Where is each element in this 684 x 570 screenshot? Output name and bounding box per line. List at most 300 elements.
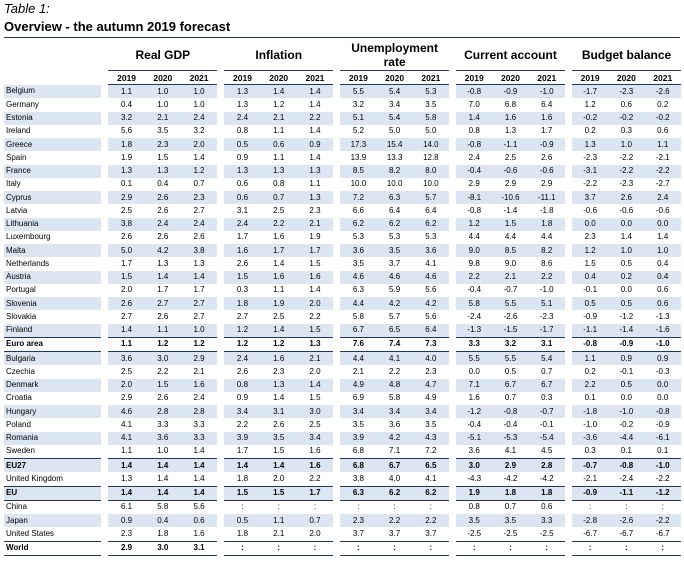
value-cell: 3.2	[108, 112, 144, 125]
value-cell: 3.6	[389, 419, 401, 429]
value-cell: 8.5	[492, 244, 528, 257]
value-cell: -3.6	[572, 432, 608, 445]
row-label: Estonia	[4, 112, 101, 125]
table-row	[4, 231, 681, 244]
value-cell: 4.9	[425, 393, 437, 403]
value-cell: 3.5	[157, 126, 169, 136]
value-cell: 4.1	[108, 432, 144, 445]
value-cell: 1.2	[261, 337, 297, 351]
value-cell: 0.0	[572, 218, 608, 231]
value-cell: 2.7	[145, 297, 181, 310]
table-row	[4, 324, 681, 338]
value-cell: 3.4	[413, 405, 449, 418]
row-label: United States	[6, 528, 55, 538]
value-cell: 0.2	[584, 126, 596, 136]
value-cell: 1.7	[541, 126, 553, 136]
year-header: 2021	[529, 71, 565, 85]
value-cell: 1.6	[468, 393, 480, 403]
table-row	[4, 405, 681, 418]
value-cell: 0.6	[224, 191, 260, 204]
value-cell: 0.3	[236, 285, 249, 295]
row-label: France	[4, 165, 101, 178]
value-cell: 1.3	[145, 165, 181, 178]
value-cell: -5.3	[492, 432, 528, 445]
value-cell: 2.9	[121, 393, 133, 403]
value-cell: 1.4	[297, 85, 333, 99]
value-cell: 3.9	[340, 432, 376, 445]
value-cell: 8.6	[541, 258, 553, 268]
value-cell: 2.3	[340, 514, 376, 527]
table-row	[4, 486, 681, 500]
value-cell: 5.3	[352, 232, 364, 242]
value-cell: 2.2	[309, 473, 321, 483]
value-cell: 1.4	[261, 85, 297, 99]
value-cell: 1.4	[261, 324, 297, 338]
value-cell: 2.6	[236, 258, 249, 268]
value-cell: 5.6	[181, 500, 217, 514]
value-cell: 2.2	[529, 271, 565, 284]
year-header: 2019	[340, 71, 376, 85]
table-row	[4, 138, 681, 151]
value-cell: 6.8	[352, 446, 364, 456]
table-row	[4, 352, 681, 366]
value-cell: -2.4	[467, 311, 482, 321]
value-cell: 7.1	[456, 379, 492, 392]
value-cell: 1.4	[620, 232, 632, 242]
value-cell: 6.2	[377, 486, 413, 500]
value-cell: 2.5	[273, 205, 285, 215]
value-cell: 6.3	[377, 191, 413, 204]
value-cell: -0.7	[503, 285, 518, 295]
table-caption: Table 1:	[4, 1, 50, 16]
value-cell: -2.8	[572, 514, 608, 527]
value-cell: 1.8	[236, 528, 249, 538]
value-cell: 1.3	[572, 138, 608, 151]
value-cell: 1.3	[297, 165, 333, 178]
value-cell: 0.3	[541, 393, 553, 403]
value-cell: 1.0	[608, 138, 644, 151]
value-cell: 3.7	[389, 528, 401, 538]
year-header-row	[4, 71, 681, 85]
value-cell: 1.5	[273, 446, 285, 456]
value-cell: 5.7	[413, 191, 449, 204]
value-cell: 4.4	[504, 232, 517, 242]
value-cell: -1.0	[529, 85, 565, 99]
value-cell: -1.7	[572, 85, 608, 99]
row-label: Ireland	[6, 126, 31, 136]
value-cell: -1.0	[644, 337, 681, 351]
value-cell: -4.3	[467, 473, 482, 483]
year-header: 2019	[108, 71, 144, 85]
table-row	[4, 418, 681, 431]
row-label: Belgium	[4, 85, 101, 99]
value-cell: 6.4	[413, 324, 449, 338]
value-cell: 1.6	[224, 244, 260, 257]
value-cell: 2.6	[541, 152, 553, 162]
value-cell: 0.6	[236, 179, 249, 189]
value-cell: -0.9	[529, 138, 565, 151]
row-label: EU27	[4, 459, 101, 473]
value-cell: -0.4	[456, 165, 492, 178]
value-cell: 6.5	[377, 324, 413, 338]
value-cell: 1.3	[261, 379, 297, 392]
value-cell: 1.6	[261, 271, 297, 284]
value-cell: 13.3	[386, 152, 403, 162]
value-cell: 0.2	[584, 366, 596, 376]
value-cell: -2.3	[619, 179, 634, 189]
value-cell: 1.4	[145, 486, 181, 500]
value-cell: 1.0	[644, 244, 681, 257]
value-cell: -2.6	[608, 514, 644, 527]
value-cell: 0.6	[529, 500, 565, 514]
value-cell: 1.8	[529, 486, 565, 500]
value-cell: 1.3	[504, 126, 517, 136]
value-cell: 5.2	[352, 126, 364, 136]
value-cell: 5.1	[340, 112, 376, 125]
value-cell: 1.1	[273, 126, 285, 136]
value-cell: 3.6	[340, 244, 376, 257]
value-cell: 3.7	[389, 258, 401, 268]
value-cell: 1.4	[108, 459, 144, 473]
year-header: 2021	[644, 71, 681, 85]
value-cell: 1.2	[181, 337, 217, 351]
value-cell: 1.0	[181, 85, 217, 99]
table-body	[4, 85, 681, 556]
table-row	[4, 271, 681, 284]
value-cell: 1.2	[224, 324, 260, 338]
value-cell: -0.2	[572, 112, 608, 125]
value-cell: 4.6	[340, 271, 376, 284]
value-cell: 1.6	[297, 271, 333, 284]
value-cell: 5.5	[492, 352, 528, 366]
value-cell: 2.9	[468, 179, 480, 189]
value-cell: 8.2	[377, 165, 413, 178]
value-cell: 3.5	[352, 419, 364, 429]
value-cell: 1.6	[297, 459, 333, 473]
table-row	[4, 284, 681, 297]
value-cell: 3.3	[193, 419, 205, 429]
value-cell: 2.3	[425, 366, 437, 376]
group-header-current-account: Current account	[464, 48, 557, 62]
table-row	[4, 527, 681, 541]
value-cell: 3.4	[389, 99, 401, 109]
value-cell: 6.2	[340, 218, 376, 231]
value-cell: :	[572, 500, 608, 514]
value-cell: -0.8	[456, 85, 492, 99]
value-cell: 1.2	[273, 99, 285, 109]
value-cell: 0.2	[657, 99, 669, 109]
value-cell: 2.4	[224, 352, 260, 366]
value-cell: :	[644, 500, 681, 514]
value-cell: -6.7	[655, 528, 670, 538]
value-cell: 0.7	[261, 191, 297, 204]
value-cell: 2.0	[273, 473, 285, 483]
value-cell: 3.5	[425, 419, 437, 429]
value-cell: 0.6	[620, 99, 632, 109]
value-cell: -1.6	[644, 324, 681, 338]
value-cell: 1.1	[273, 152, 285, 162]
value-cell: 4.6	[108, 405, 144, 418]
value-cell: 0.5	[224, 138, 260, 151]
value-cell: 3.6	[108, 352, 144, 366]
value-cell: 1.7	[236, 446, 249, 456]
value-cell: 0.0	[468, 366, 480, 376]
value-cell: -0.6	[529, 165, 565, 178]
value-cell: 1.1	[108, 85, 144, 99]
value-cell: 5.6	[121, 126, 133, 136]
value-cell: -0.8	[644, 405, 681, 418]
table-row	[4, 472, 681, 486]
value-cell: 7.4	[377, 337, 413, 351]
value-cell: 2.1	[145, 112, 181, 125]
row-label: Portugal	[6, 285, 36, 295]
value-cell: 1.1	[572, 352, 608, 366]
table-row	[4, 218, 681, 231]
row-label: Slovenia	[4, 297, 101, 310]
value-cell: 2.9	[504, 179, 517, 189]
value-cell: 1.7	[297, 486, 333, 500]
value-cell: 1.8	[236, 473, 249, 483]
value-cell: -1.0	[644, 459, 681, 473]
value-cell: 1.4	[309, 99, 321, 109]
value-cell: 1.3	[108, 165, 144, 178]
value-cell: 1.1	[644, 138, 681, 151]
value-cell: 0.8	[468, 126, 480, 136]
value-cell: 0.0	[620, 285, 632, 295]
year-header: 2020	[145, 71, 181, 85]
value-cell: 4.2	[413, 297, 449, 310]
value-cell: 2.4	[224, 218, 260, 231]
value-cell: 6.6	[352, 205, 364, 215]
value-cell: 3.5	[261, 432, 297, 445]
value-cell: 2.0	[121, 285, 133, 295]
value-cell: 2.1	[352, 366, 364, 376]
value-cell: 1.8	[108, 138, 144, 151]
value-cell: 3.4	[297, 432, 333, 445]
value-cell: 0.4	[157, 179, 169, 189]
value-cell: 5.4	[377, 85, 413, 99]
value-cell: 0.5	[572, 297, 608, 310]
value-cell: 8.2	[529, 244, 565, 257]
row-label: Italy	[6, 179, 21, 189]
value-cell: -0.6	[583, 205, 598, 215]
value-cell: 1.7	[157, 285, 169, 295]
value-cell: -2.2	[619, 152, 634, 162]
value-cell: :	[261, 500, 297, 514]
value-cell: 2.7	[121, 311, 133, 321]
value-cell: :	[224, 500, 260, 514]
value-cell: -1.2	[619, 311, 634, 321]
row-label: Czechia	[6, 366, 35, 376]
value-cell: 5.5	[456, 352, 492, 366]
table-row	[4, 445, 681, 459]
row-label: Hungary	[4, 405, 101, 418]
value-cell: 5.5	[340, 85, 376, 99]
value-cell: -4.4	[608, 432, 644, 445]
value-cell: 2.6	[193, 232, 205, 242]
value-cell: -0.9	[583, 311, 598, 321]
value-cell: 3.6	[468, 446, 480, 456]
value-cell: 2.5	[273, 311, 285, 321]
value-cell: 2.7	[181, 297, 217, 310]
value-cell: 1.3	[224, 165, 260, 178]
year-header: 2021	[181, 71, 217, 85]
value-cell: :	[456, 541, 492, 555]
value-cell: 1.6	[261, 352, 297, 366]
value-cell: 1.6	[273, 232, 285, 242]
row-label: United Kingdom	[6, 473, 63, 483]
value-cell: 0.6	[657, 285, 669, 295]
value-cell: -1.7	[529, 324, 565, 338]
table-row	[4, 204, 681, 217]
value-cell: 1.4	[297, 379, 333, 392]
value-cell: 0.4	[572, 271, 608, 284]
value-cell: 0.7	[541, 366, 553, 376]
value-cell: 1.4	[309, 152, 321, 162]
value-cell: 0.6	[181, 514, 217, 527]
table-row	[4, 98, 681, 111]
value-cell: 4.1	[425, 258, 437, 268]
value-cell: 1.4	[273, 258, 285, 268]
value-cell: 3.3	[157, 419, 169, 429]
value-cell: 0.1	[121, 179, 133, 189]
table-row	[4, 337, 681, 351]
value-cell: -0.6	[492, 165, 528, 178]
value-cell: 2.4	[224, 112, 260, 125]
value-cell: :	[224, 541, 260, 555]
value-cell: 4.1	[377, 352, 413, 366]
value-cell: 1.9	[261, 297, 297, 310]
value-cell: 1.6	[492, 112, 528, 125]
year-header: 2020	[261, 71, 297, 85]
value-cell: 2.9	[108, 541, 144, 555]
value-cell: 1.1	[309, 179, 321, 189]
value-cell: 1.4	[181, 459, 217, 473]
value-cell: 0.4	[145, 514, 181, 527]
value-cell: -1.2	[644, 486, 681, 500]
value-cell: 0.8	[273, 179, 285, 189]
value-cell: :	[644, 541, 681, 555]
table-subtitle: Overview - the autumn 2019 forecast	[4, 19, 231, 34]
value-cell: 5.8	[456, 297, 492, 310]
value-cell: 0.9	[236, 152, 249, 162]
value-cell: 2.2	[157, 366, 169, 376]
value-cell: 1.5	[108, 271, 144, 284]
value-cell: 0.7	[492, 500, 528, 514]
value-cell: 0.5	[504, 366, 517, 376]
row-label: Croatia	[6, 393, 32, 403]
year-header: 2021	[413, 71, 449, 85]
value-cell: :	[261, 541, 297, 555]
value-cell: :	[608, 500, 644, 514]
value-cell: 2.6	[236, 366, 249, 376]
value-cell: 10.0	[386, 179, 403, 189]
value-cell: -8.1	[456, 191, 492, 204]
table-row	[4, 310, 681, 323]
title-rule	[4, 37, 680, 38]
value-cell: -4.2	[539, 473, 554, 483]
value-cell: 0.5	[224, 514, 260, 527]
value-cell: 2.2	[413, 514, 449, 527]
value-cell: -11.1	[529, 191, 565, 204]
value-cell: -2.2	[608, 165, 644, 178]
value-cell: 1.4	[145, 271, 181, 284]
value-cell: 2.6	[157, 232, 169, 242]
value-cell: -0.2	[608, 112, 644, 125]
value-cell: 7.1	[389, 446, 401, 456]
value-cell: 0.3	[584, 446, 596, 456]
value-cell: 2.0	[181, 138, 217, 151]
value-cell: 3.2	[352, 99, 364, 109]
group-header-budget-balance: Budget balance	[581, 48, 672, 62]
value-cell: 7.3	[413, 337, 449, 351]
value-cell: 6.7	[492, 379, 528, 392]
value-cell: -1.0	[539, 285, 554, 295]
value-cell: 2.3	[145, 138, 181, 151]
value-cell: 6.2	[377, 218, 413, 231]
value-cell: 3.0	[145, 352, 181, 366]
value-cell: 0.7	[193, 179, 205, 189]
value-cell: 2.4	[644, 191, 681, 204]
value-cell: 1.3	[236, 99, 249, 109]
value-cell: 6.9	[352, 393, 364, 403]
value-cell: 2.8	[145, 405, 181, 418]
table-row	[4, 514, 681, 527]
value-cell: 1.5	[297, 324, 333, 338]
value-cell: 3.7	[352, 528, 364, 538]
value-cell: 3.8	[108, 218, 144, 231]
value-cell: 0.9	[297, 138, 333, 151]
value-cell: :	[572, 541, 608, 555]
row-label: Denmark	[4, 379, 101, 392]
row-label: Netherlands	[6, 258, 50, 268]
value-cell: 0.5	[608, 379, 644, 392]
value-cell: 8.0	[413, 165, 449, 178]
value-cell: 6.2	[413, 218, 449, 231]
value-cell: -1.4	[503, 205, 518, 215]
value-cell: 2.1	[273, 528, 285, 538]
value-cell: 4.9	[340, 379, 376, 392]
value-cell: 1.7	[297, 244, 333, 257]
value-cell: 2.3	[309, 205, 321, 215]
row-label: Japan	[4, 514, 101, 527]
value-cell: 1.3	[157, 258, 169, 268]
value-cell: 4.7	[413, 379, 449, 392]
value-cell: 0.1	[584, 393, 596, 403]
row-label: World	[4, 541, 101, 555]
value-cell: 2.7	[193, 205, 205, 215]
value-cell: 3.7	[425, 528, 437, 538]
value-cell: 0.5	[620, 258, 632, 268]
value-cell: :	[608, 541, 644, 555]
value-cell: 1.7	[236, 232, 249, 242]
value-cell: 4.1	[504, 446, 517, 456]
value-cell: 1.0	[181, 324, 217, 338]
value-cell: 2.0	[309, 366, 321, 376]
value-cell: 1.1	[108, 337, 144, 351]
value-cell: 1.3	[297, 337, 333, 351]
table-row	[4, 297, 681, 310]
value-cell: 2.6	[157, 311, 169, 321]
value-cell: 2.9	[492, 459, 528, 473]
year-header: 2021	[297, 71, 333, 85]
value-cell: -0.2	[644, 112, 681, 125]
value-cell: :	[413, 541, 449, 555]
value-cell: 4.2	[377, 297, 413, 310]
value-cell: 2.6	[608, 191, 644, 204]
table-row	[4, 541, 681, 555]
value-cell: :	[377, 500, 413, 514]
